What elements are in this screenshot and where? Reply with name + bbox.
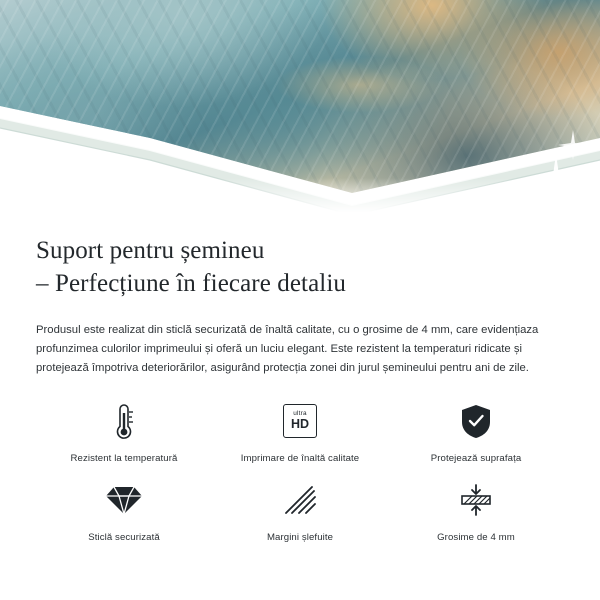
hero-image (0, 0, 600, 218)
feature-label: Grosime de 4 mm (437, 531, 515, 543)
feature-polished-edges (212, 480, 388, 543)
shield-check-icon (459, 401, 493, 441)
thermometer-icon (112, 401, 136, 441)
feature-label: Margini șlefuite (266, 531, 334, 543)
feature-tempered-glass (36, 480, 212, 543)
ultra-label: ultra (293, 409, 307, 417)
feature-thickness (388, 480, 564, 543)
marble-glass-panel-photo (0, 0, 600, 203)
headline-line-2: – Perfecțiune în fiecare detaliu (36, 270, 346, 298)
feature-print-quality (212, 401, 388, 464)
headline-line-1: Suport pentru șemineu (36, 237, 265, 264)
feature-surface-protection (388, 401, 564, 464)
hero-bottom-fade (0, 178, 600, 218)
feature-label: Sticlă securizată (88, 531, 160, 543)
feature-grid (36, 401, 564, 543)
feature-label: Protejează suprafața (430, 452, 522, 464)
content-area (0, 234, 600, 543)
feature-label: Rezistent la temperatură (70, 452, 178, 464)
page-title (36, 234, 564, 301)
thickness-4mm-icon (456, 480, 496, 520)
feature-temperature (36, 401, 212, 464)
description-paragraph: Produsul este realizat din sticlă securizată de înaltă calitate, cu o grosime de 4 mm, care evidențiaza profunzimea culorilor imprimeului și oferă un luciu elegant. Este rezistent la temperaturi ridicate și protejează împotriva deteriorărilor, asigurând protecția zonei din jurul șemineului pentru ani de zile. (36, 323, 539, 375)
ultra-hd-icon (283, 401, 317, 441)
feature-label: Imprimare de înaltă calitate (240, 452, 360, 464)
polished-edges-icon (282, 480, 318, 520)
hd-label: HD (290, 417, 310, 432)
diamond-icon (105, 480, 143, 520)
